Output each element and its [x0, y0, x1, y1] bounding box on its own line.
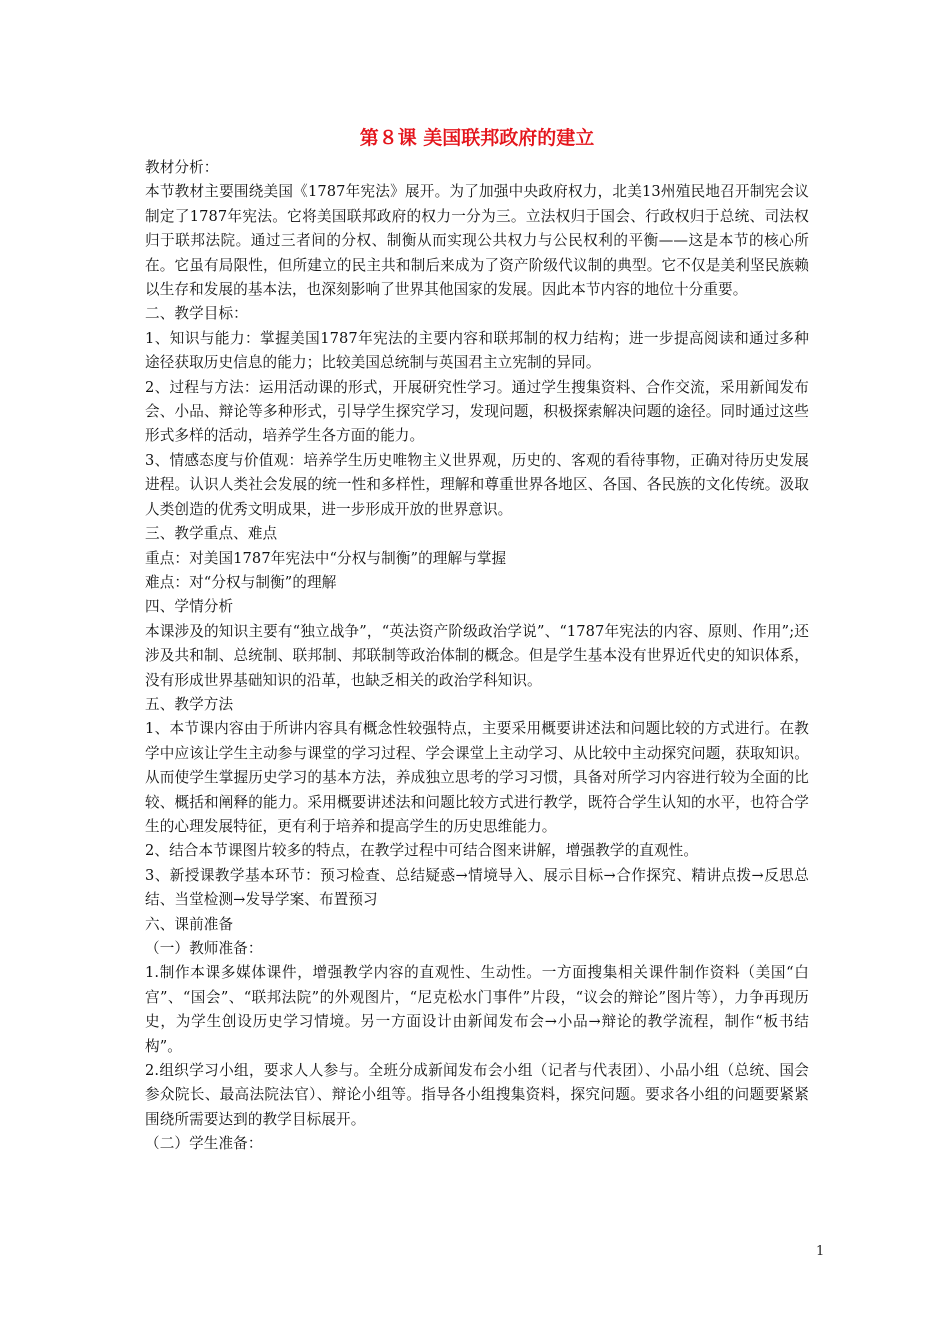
paragraph-teacher-prep-2: 2.组织学习小组，要求人人参与。全班分成新闻发布会小组（记者与代表团）、小品小组（总统、国会参众院长、最高法院法官）、辩论小组等。指导各小组搜集资料，探究问题。要求各小组的问题要紧紧围绕所需要达到的教学目标展开。: [145, 1062, 809, 1128]
page-number: 1: [816, 1244, 825, 1259]
paragraph-teacher-prep-1: 1.制作本课多媒体课件，增强教学内容的直观性、生动性。一方面搜集相关课件制作资料（美国“白宫”、“国会”、“联邦法院”的外观图片，“尼克松水门事件”片段，“议会的辩论”图片等），力争再现历史，为学生创设历史学习情境。另一方面设计由新闻发布会→小品→辩论的教学流程，制作“板书结构”。: [145, 964, 809, 1055]
section-heading-methods: 五、教学方法: [145, 695, 234, 713]
lesson-title: 第８课 美国联邦政府的建立: [359, 127, 595, 149]
paragraph-difficult-point: 难点：对“分权与制衡”的理解: [145, 573, 337, 591]
paragraph-objective-process: 2、过程与方法：运用活动课的形式，开展研究性学习。通过学生搜集资料、合作交流，采用新闻发布会、小品、辩论等多种形式，引导学生探究学习，发现问题，积极探索解决问题的途径。同时通过这些形式多样的活动，培养学生各方面的能力。: [145, 378, 809, 445]
paragraph-objective-values: 3、情感态度与价值观：培养学生历史唯物主义世界观，历史的、客观的看待事物，正确对待历史发展进程。认识人类社会发展的统一性和多样性，理解和尊重世界各地区、各国、各民族的文化传统。汲取人类创造的优秀文明成果，进一步形成开放的世界意识。: [145, 451, 809, 518]
subheading-student-preparation: （二）学生准备：: [145, 1135, 263, 1153]
paragraph-method-3: 3、新授课教学基本环节：预习检查、总结疑惑→情境导入、展示目标→合作探究、精讲点拨→反思总结、当堂检测→发导学案、布置预习: [145, 866, 809, 909]
section-heading-student-analysis: 四、学情分析: [145, 598, 234, 616]
section-heading-objectives: 二、教学目标：: [145, 305, 248, 323]
paragraph-method-1: 1、本节课内容由于所讲内容具有概念性较强特点，主要采用概要讲述法和问题比较的方式进行。在教学中应该让学生主动参与课堂的学习过程、学会课堂上主动学习、从比较中主动探究问题，获取知识。从而使学生掌握历史学习的基本方法，养成独立思考的学习习惯，具备对所学习内容进行较为全面的比较、概括和阐释的能力。采用概要讲述法和问题比较方式进行教学，既符合学生认知的水平，也符合学生的心理发展特征，更有利于培养和提高学生的历史思维能力。: [145, 720, 809, 835]
section-heading-key-points: 三、教学重点、难点: [145, 525, 278, 543]
paragraph-objective-knowledge: 1、知识与能力：掌握美国1787年宪法的主要内容和联邦制的权力结构；进一步提高阅读和通过多种途径获取历史信息的能力；比较美国总统制与英国君主立宪制的异同。: [145, 329, 809, 372]
document-page: [145, 122, 809, 1157]
section-heading-textbook-analysis: 教材分析：: [145, 159, 219, 176]
paragraph-student-analysis: 本课涉及的知识主要有“独立战争”，“英法资产阶级政治学说”、“1787年宪法的内容、原则、作用”;还涉及共和制、总统制、联邦制、邦联制等政治体制的概念。但是学生基本没有世界近代史的知识体系，没有形成世界基础知识的沿革，也缺乏相关的政治学科知识。: [145, 622, 809, 689]
paragraph-key-point: 重点：对美国1787年宪法中“分权与制衡”的理解与掌握: [145, 549, 507, 567]
paragraph-method-2: 2、结合本节课图片较多的特点，在教学过程中可结合图来讲解，增强教学的直观性。: [145, 842, 699, 860]
section-heading-preparation: 六、课前准备: [145, 915, 234, 933]
paragraph-textbook-analysis: 本节教材主要围绕美国《1787年宪法》展开。为了加强中央政府权力，北美13州殖民地召开制宪会议制定了1787年宪法。它将美国联邦政府的权力一分为三。立法权归于国会、行政权归于总统、司法权归于联邦法院。通过三者间的分权、制衡从而实现公共权力与公民权利的平衡——这是本节的核心所在。它虽有局限性，但所建立的民主共和制后来成为了资产阶级代议制的典型。它不仅是美利坚民族赖以生存和发展的基本法，也深刻影响了世界其他国家的发展。因此本节内容的地位十分重要。: [145, 183, 809, 299]
subheading-teacher-preparation: （一）教师准备：: [145, 940, 263, 957]
